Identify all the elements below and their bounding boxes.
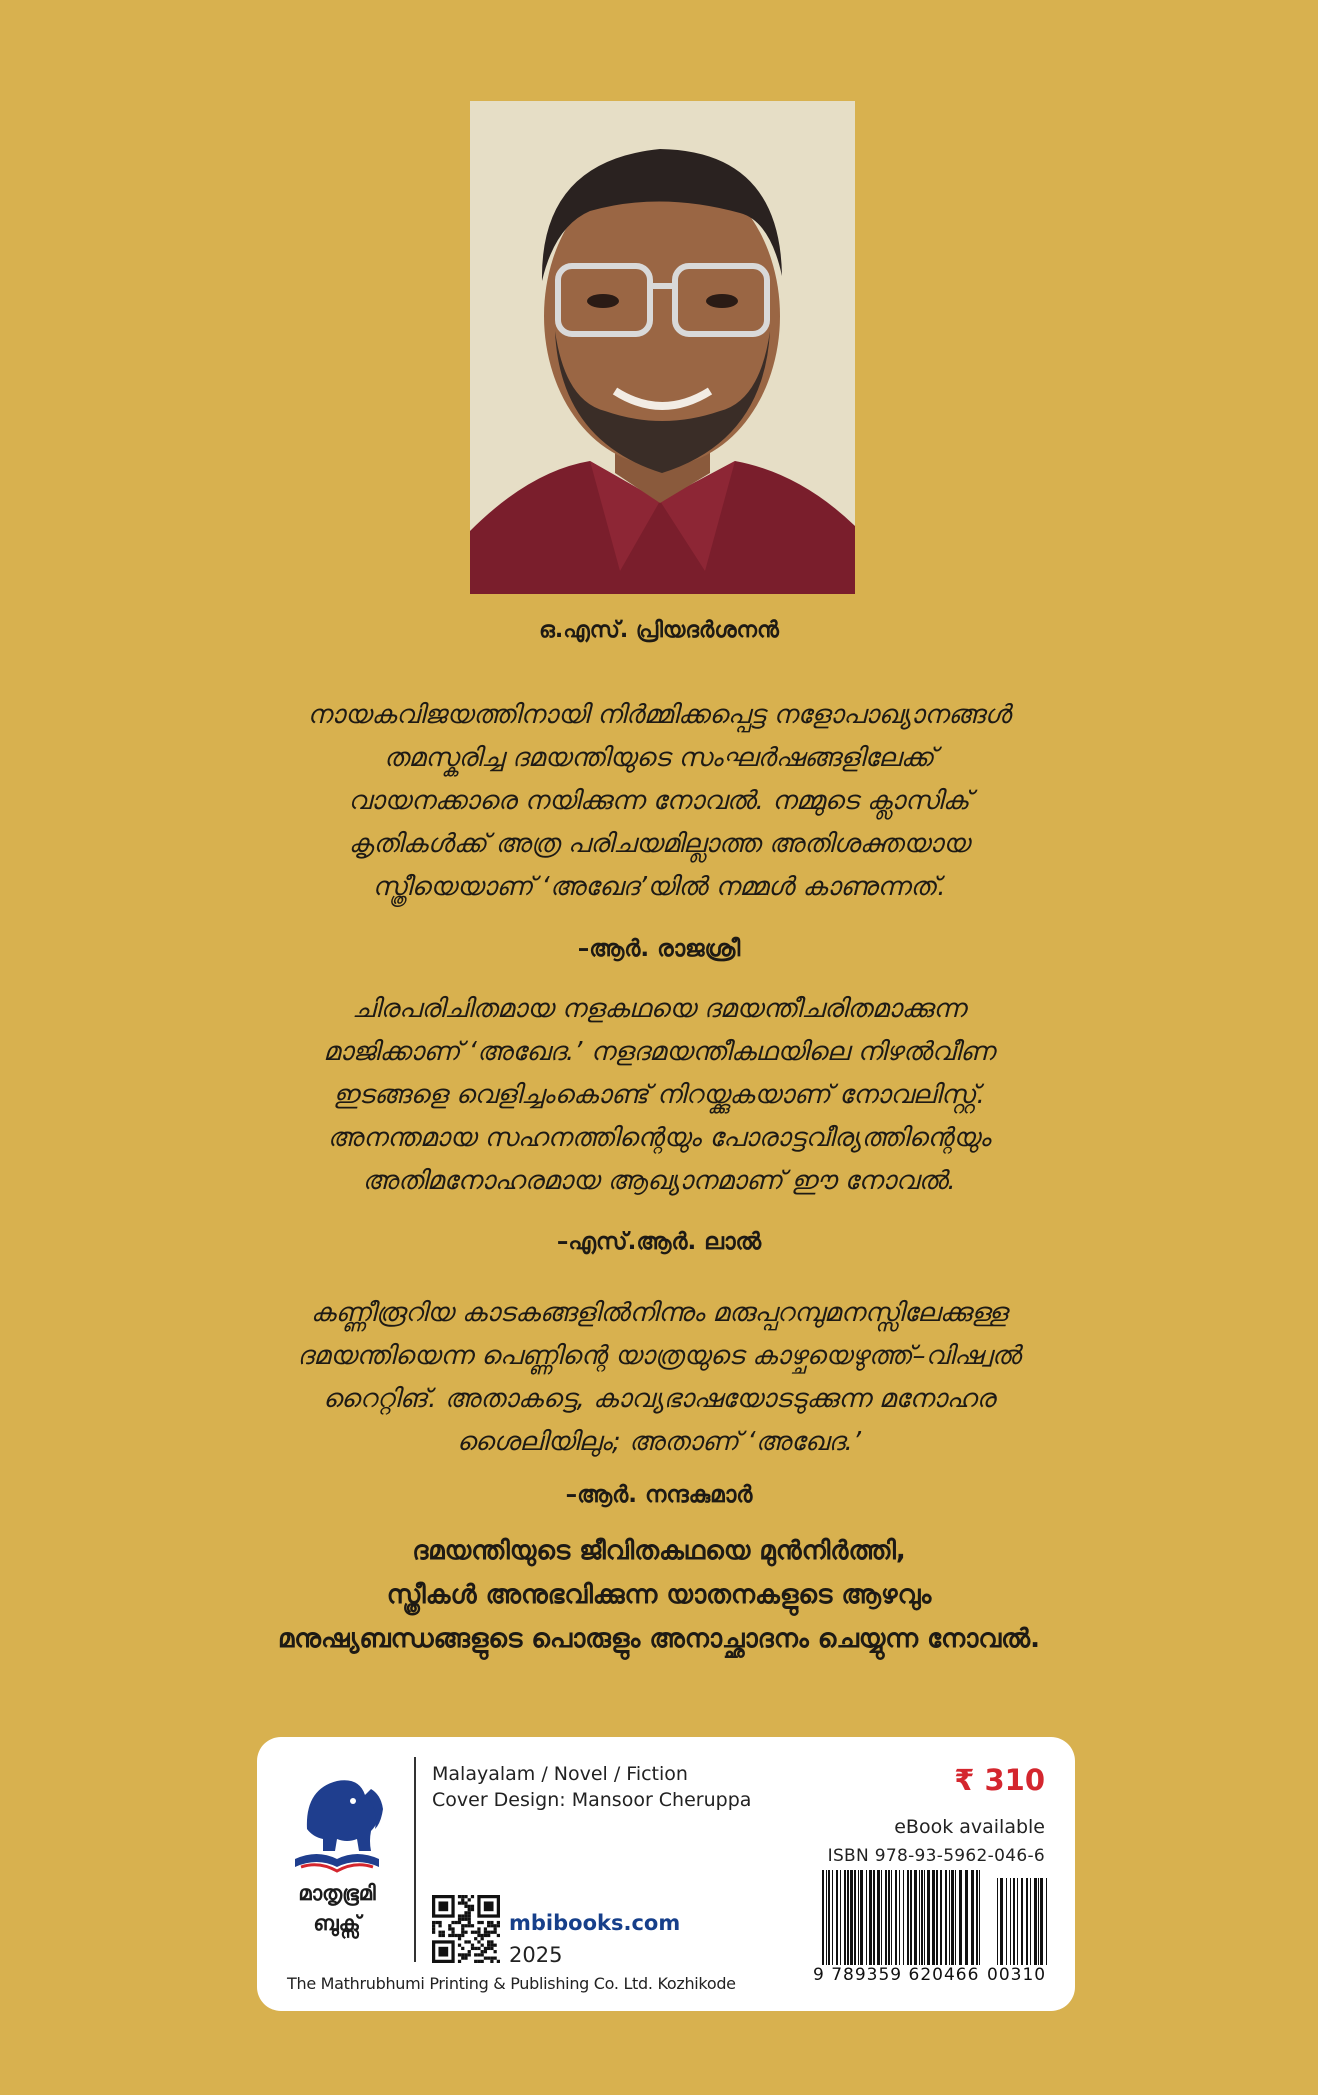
- review-1-line: സ്ത്രീയെയാണ് ‘അഖേദ’യിൽ നമ്മൾ കാണുന്നത്.: [372, 872, 946, 902]
- summary-line: ദമയന്തിയുടെ ജീവിതകഥയെ മുൻനിർത്തി,: [412, 1536, 906, 1566]
- barcode-addon-number: 00310: [987, 1965, 1047, 1985]
- review-quote-3: [190, 1292, 1128, 1464]
- review-3-line: റൈറ്റിങ്. അതാകട്ടെ, കാവ്യഭാഷയോടടുക്കുന്ന മനോഹര: [323, 1384, 995, 1414]
- review-2-line: ഇടങ്ങളെ വെളിച്ചംകൊണ്ട് നിറയ്ക്കുകയാണ് നോവലിസ്റ്റ്.: [333, 1080, 985, 1110]
- review-2-line: അതിമനോഹരമായ ആഖ്യാനമാണ് ഈ നോവൽ.: [362, 1166, 956, 1196]
- review-1-line: വായനക്കാരെ നയിക്കുന്ന നോവൽ. നമ്മുടെ ക്ലാസിക്: [348, 786, 970, 816]
- review-3-attribution: –ആർ. നന്ദകുമാർ: [565, 1482, 753, 1508]
- ebook-availability: eBook available: [894, 1816, 1045, 1838]
- isbn-barcode-icon: [822, 1870, 1047, 1965]
- review-1-attribution: –ആർ. രാജശ്രീ: [577, 936, 741, 962]
- review-3-line: ശൈലിയിലും; അതാണ് ‘അഖേദ.’: [456, 1427, 862, 1457]
- cover-design-credit: Cover Design: Mansoor Cheruppa: [432, 1789, 752, 1811]
- publisher-panel: [257, 1737, 1075, 2011]
- review-3-line: ദമയന്തിയെന്ന പെണ്ണിന്റെ യാത്രയുടെ കാഴ്ചയെഴുത്ത്–വിഷ്വൽ: [297, 1341, 1021, 1371]
- divider: [414, 1757, 416, 1962]
- publication-year: 2025: [509, 1943, 563, 1967]
- review-2-line: അനന്തമായ സഹനത്തിന്റെയും പോരാട്ടവീര്യത്തിന്റെയും: [327, 1123, 991, 1153]
- price-label: ₹ 310: [954, 1763, 1045, 1797]
- genre-label: Malayalam / Novel / Fiction: [432, 1763, 688, 1785]
- review-quote-2: [190, 988, 1128, 1203]
- review-3-line: കണ്ണീരൂറിയ കാടകങ്ങളിൽനിന്നും മരുപ്പറമ്പുമനസ്സിലേക്കുള്ള: [310, 1298, 1008, 1328]
- review-2-attribution: –എസ്.ആർ. ലാൽ: [556, 1229, 762, 1255]
- publisher-name-line-2: ബുക്സ്: [313, 1911, 361, 1935]
- review-2-line: ചിരപരിചിതമായ നളകഥയെ ദമയന്തീചരിതമാക്കുന്ന: [352, 994, 966, 1024]
- book-summary: [150, 1529, 1168, 1661]
- qr-code-icon: [432, 1895, 500, 1963]
- summary-line: സ്ത്രീകൾ അനുഭവിക്കുന്ന യാതനകളുടെ ആഴവും: [386, 1580, 932, 1610]
- review-1-line: തമസ്കരിച്ച ദമയന്തിയുടെ സംഘർഷങ്ങളിലേക്ക്: [383, 743, 935, 773]
- barcode-main-number: 9 789359 620466: [813, 1965, 980, 1985]
- summary-line: മനുഷ്യബന്ധങ്ങളുടെ പൊരുളും അനാച്ഛാദനം ചെയ്യുന്ന നോവൽ.: [277, 1624, 1041, 1654]
- review-2-line: മാജിക്കാണ് ‘അഖേദ.’ നളദമയന്തീകഥയിലെ നിഴൽവീണ: [323, 1037, 995, 1067]
- elephant-book-logo-icon: [287, 1759, 387, 1879]
- review-1-line: കൃതികൾക്ക് അത്ര പരിചയമില്ലാത്ത അതിശക്തയായ: [348, 829, 970, 859]
- isbn-number: ISBN 978-93-5962-046-6: [827, 1846, 1045, 1866]
- publisher-name-line-1: മാതൃഭൂമി: [298, 1881, 376, 1905]
- website-link[interactable]: mbibooks.com: [509, 1911, 681, 1935]
- author-photo: [470, 101, 855, 594]
- author-name: ഒ.എസ്. പ്രിയദർശനൻ: [539, 618, 779, 643]
- publisher-footer: The Mathrubhumi Printing & Publishing Co. Ltd. Kozhikode: [287, 1974, 736, 1993]
- review-quote-1: [190, 694, 1128, 909]
- review-1-line: നായകവിജയത്തിനായി നിർമ്മിക്കപ്പെട്ട നളോപാഖ്യാനങ്ങൾ: [307, 700, 1011, 730]
